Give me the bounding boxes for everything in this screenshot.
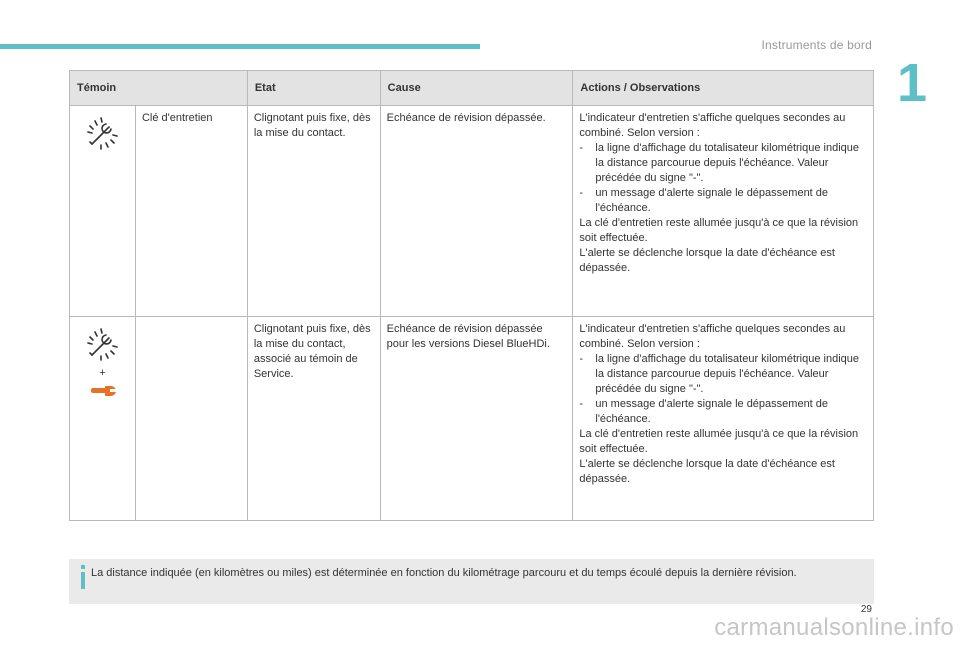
observation-bullet: un message d'alerte signale le dépassement de l'échéance.	[595, 398, 829, 425]
column-header-cause: Cause	[380, 71, 573, 106]
info-note-text: La distance indiquée (en kilomètres ou miles) est déterminée en fonction du kilométrage parcouru et du temps écoulé depuis la dernière révision.	[91, 567, 797, 579]
warning-lights-table	[69, 70, 874, 521]
column-header-etat: Etat	[247, 71, 380, 106]
service-wrench-icon	[82, 324, 122, 364]
column-header-actions: Actions / Observations	[573, 71, 874, 106]
info-icon	[79, 565, 87, 589]
observation-bullet: un message d'alerte signale le dépassement de l'échéance.	[595, 187, 829, 214]
row-state-cell	[247, 106, 380, 317]
section-title: Instruments de bord	[761, 38, 872, 52]
observation-intro: L'indicateur d'entretien s'affiche quelques secondes au combiné. Selon version :	[579, 323, 846, 350]
list-item: - un message d'alerte signale le dépassement de l'échéance.	[579, 397, 867, 427]
row-observations-cell	[573, 106, 874, 317]
list-item: - la ligne d'affichage du totalisateur kilométrique indique la distance parcourue depuis l'échéance. Valeur précédée du signe "-".	[579, 141, 867, 186]
table-row	[70, 317, 874, 521]
column-header-temoin: Témoin	[70, 71, 248, 106]
list-item: - la ligne d'affichage du totalisateur kilométrique indique la distance parcourue depuis l'échéance. Valeur précédée du signe "-".	[579, 352, 867, 397]
table-header-row	[70, 71, 874, 106]
row-cause-cell	[380, 106, 573, 317]
plus-sign: +	[99, 367, 106, 379]
warning-light-name: Clé d'entretien	[141, 112, 213, 124]
warning-light-cause: Echéance de révision dépassée.	[386, 112, 546, 124]
warning-light-state: Clignotant puis fixe, dès la mise du contact.	[253, 112, 371, 139]
warning-light-cause: Echéance de révision dépassée pour les versions Diesel BlueHDi.	[386, 323, 550, 350]
row-icon-cell	[70, 106, 136, 317]
observation-intro: L'indicateur d'entretien s'affiche quelques secondes au combiné. Selon version :	[579, 112, 846, 139]
observation-bullet: la ligne d'affichage du totalisateur kilométrique indique la distance parcourue depuis l'échéance. Valeur précédée du signe "-".	[595, 353, 860, 395]
header-accent-bar	[0, 44, 480, 49]
chapter-number: 1	[897, 53, 928, 113]
table-row	[70, 106, 874, 317]
observation-text: La clé d'entretien reste allumée jusqu'à ce que la révision soit effectuée.	[579, 428, 859, 455]
row-name-cell	[135, 317, 247, 521]
observation-bullet: la ligne d'affichage du totalisateur kilométrique indique la distance parcourue depuis l'échéance. Valeur précédée du signe "-".	[595, 142, 860, 184]
list-item: - un message d'alerte signale le dépassement de l'échéance.	[579, 186, 867, 216]
warning-light-name	[136, 317, 247, 322]
observation-text: L'alerte se déclenche lorsque la date d'échéance est dépassée.	[579, 458, 835, 485]
info-note	[69, 559, 874, 604]
warning-light-state: Clignotant puis fixe, dès la mise du contact, associé au témoin de Service.	[253, 323, 371, 380]
wrench-icon	[88, 383, 116, 399]
row-icon-cell	[70, 317, 136, 521]
observation-text: L'alerte se déclenche lorsque la date d'échéance est dépassée.	[579, 247, 835, 274]
observation-text: La clé d'entretien reste allumée jusqu'à ce que la révision soit effectuée.	[579, 217, 859, 244]
watermark: carmanualsonline.info	[714, 614, 954, 641]
page-number: 29	[860, 604, 872, 615]
row-cause-cell	[380, 317, 573, 521]
row-name-cell	[135, 106, 247, 317]
row-observations-cell	[573, 317, 874, 521]
row-state-cell	[247, 317, 380, 521]
service-wrench-icon	[82, 113, 122, 153]
